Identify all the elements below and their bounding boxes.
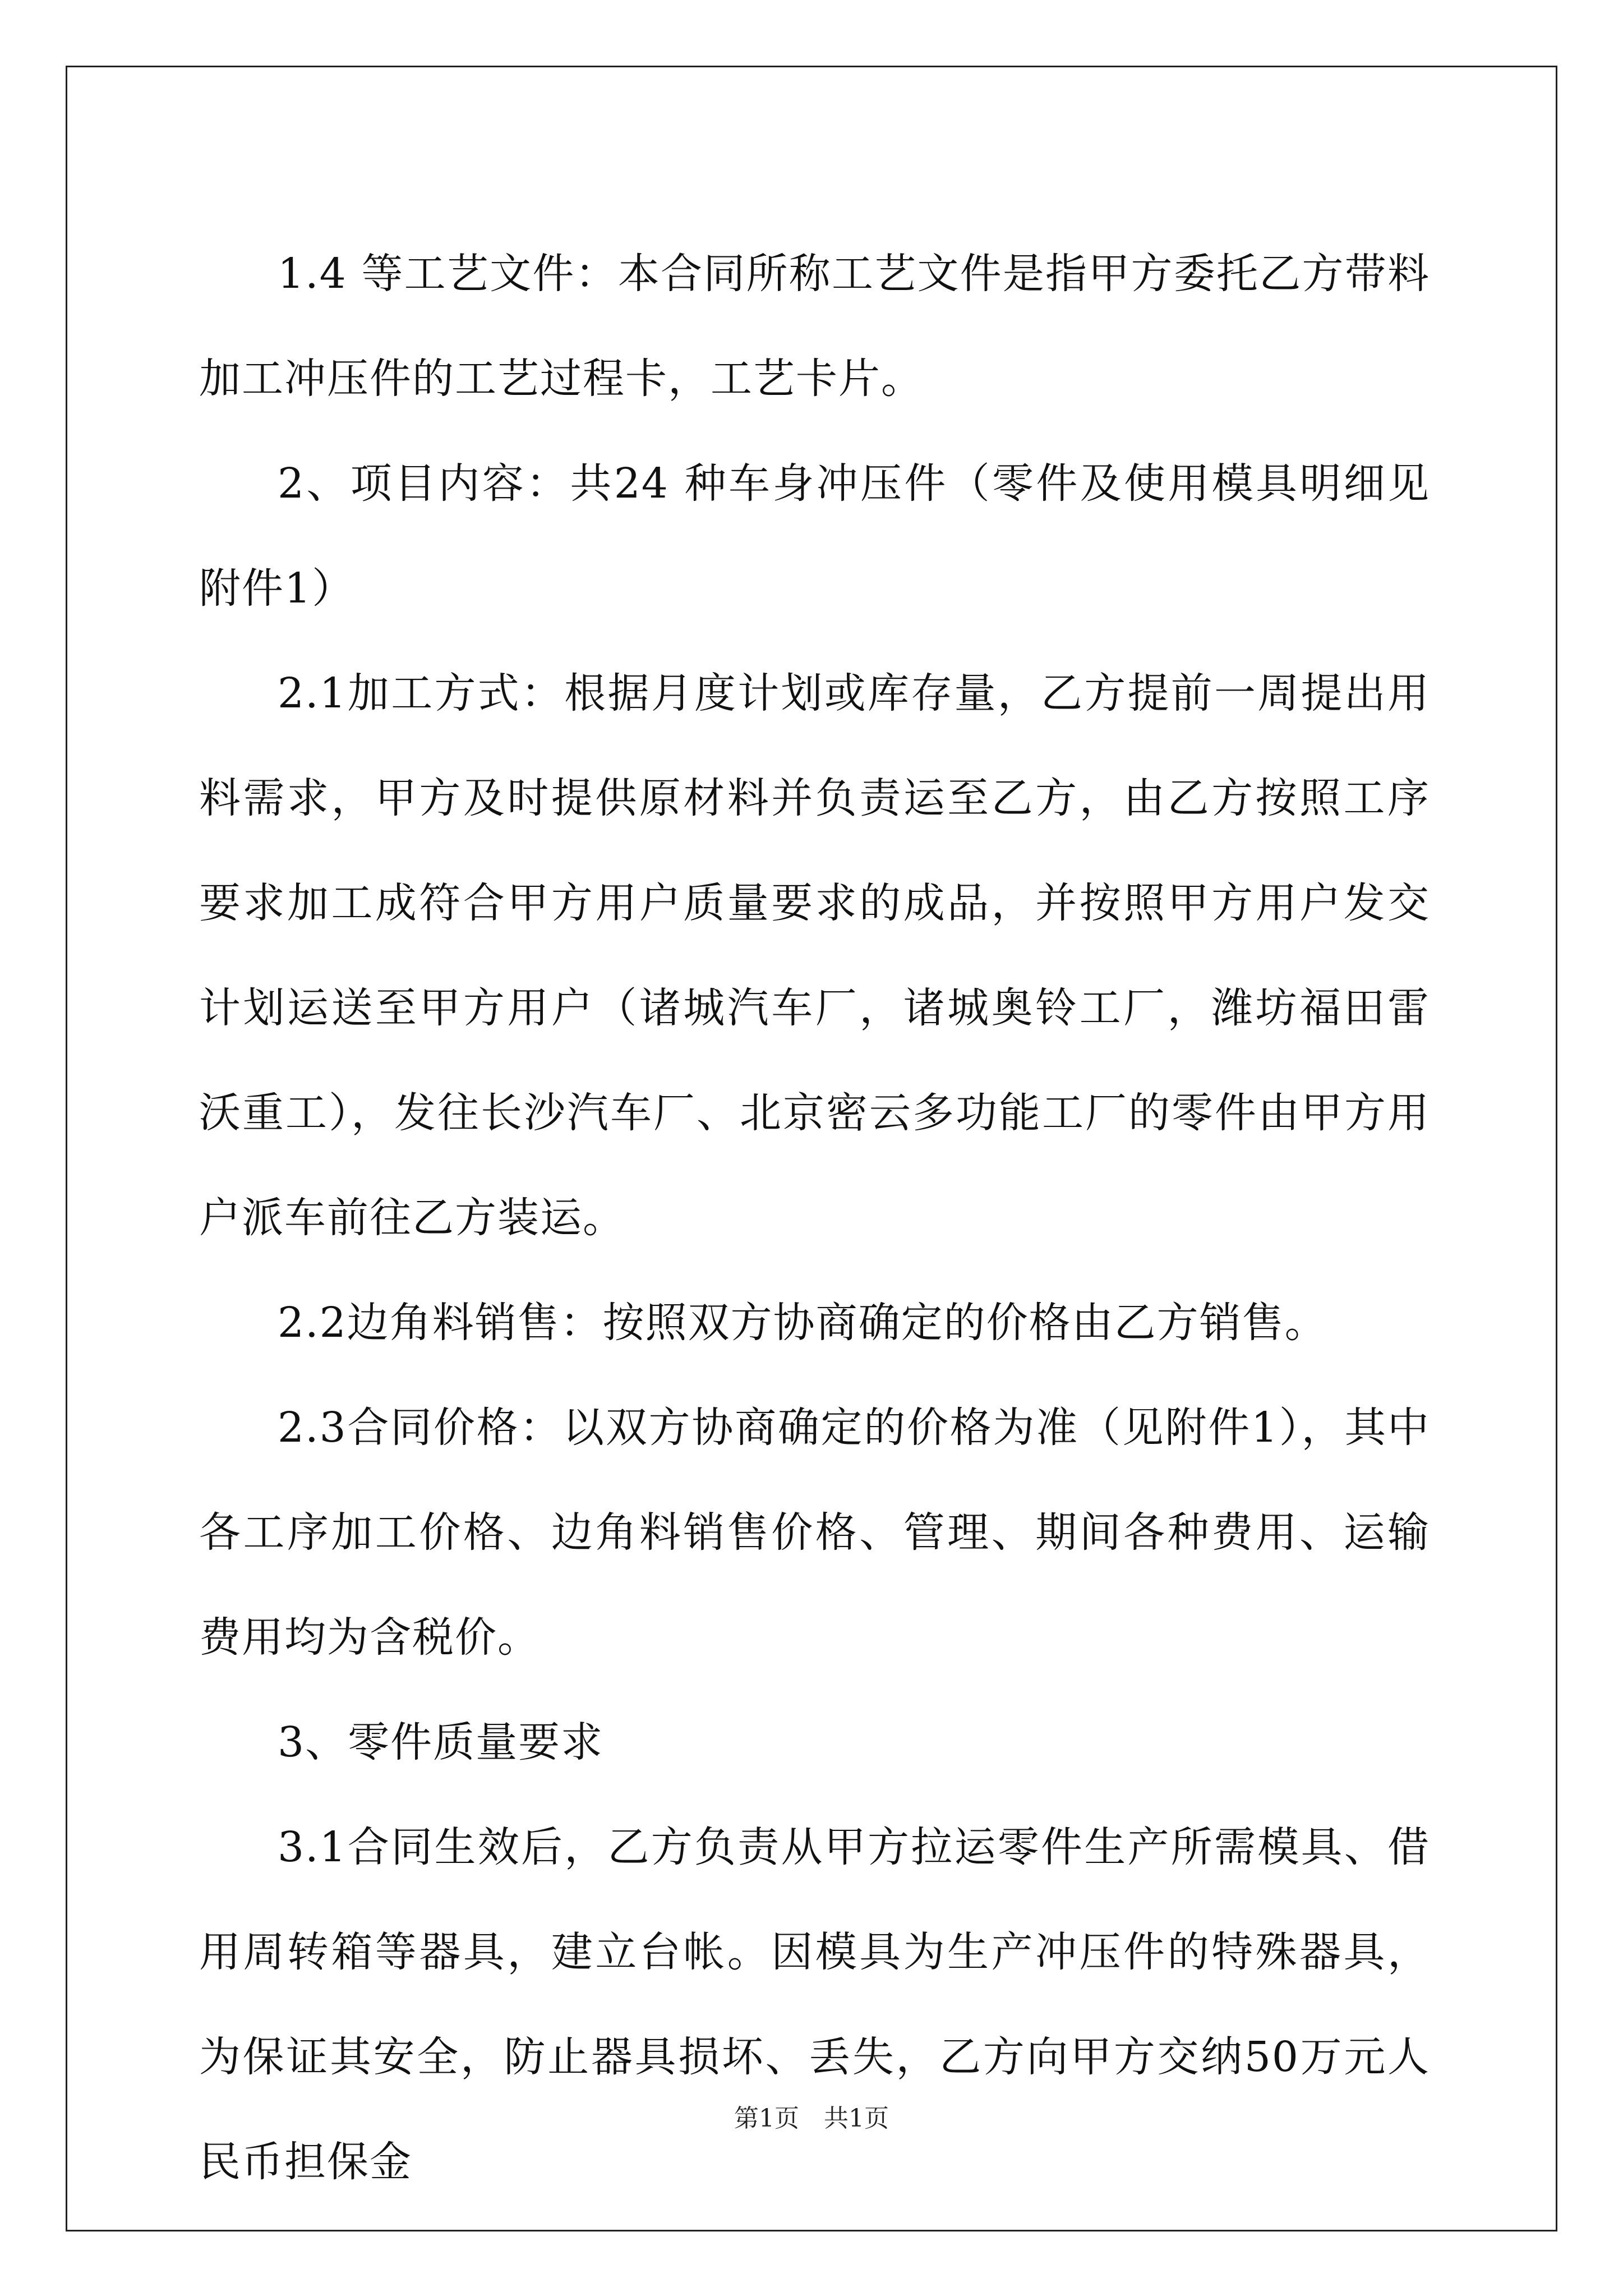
paragraph-3-quality-requirements: 3、零件质量要求 bbox=[278, 1718, 604, 1766]
paragraph-2-2-scrap-sales: 2.2边角料销售：按照双方协商确定的价格由乙方销售。 bbox=[278, 1299, 1327, 1347]
paragraph-1-4-process-documents: 1.4 等工艺文件：本合同所称工艺文件是指甲方委托乙方带料加工冲压件的工艺过程卡，工艺卡片。 bbox=[199, 250, 1430, 403]
paragraph-2-3-contract-price: 2.3合同价格：以双方协商确定的价格为准（见附件1），其中各工序加工价格、边角料销售价格、管理、期间各种费用、运输费用均为含税价。 bbox=[199, 1404, 1430, 1662]
paragraph-3-1-mold-custody: 3.1合同生效后，乙方负责从甲方拉运零件生产所需模具、借用周转箱等器具，建立台帐。因模具为生产冲压件的特殊器具，为保证其安全，防止器具损坏、丢失，乙方向甲方交纳50万元人民币担保金 bbox=[199, 1823, 1430, 2186]
paragraph-2-1-processing-method: 2.1加工方式：根据月度计划或库存量，乙方提前一周提出用料需求，甲方及时提供原材料并负责运至乙方，由乙方按照工序要求加工成符合甲方用户质量要求的成品，并按照甲方用户发交计划运送至甲方用户（诸城汽车厂，诸城奥铃工厂，潍坊福田雷沃重工），发往长沙汽车厂、北京密云多功能工厂的零件由甲方用户派车前往乙方装运。 bbox=[199, 669, 1430, 1242]
paragraph-2-project-content: 2、项目内容：共24 种车身冲压件（零件及使用模具明细见附件1） bbox=[199, 459, 1430, 613]
document-body bbox=[199, 222, 1430, 2215]
page-footer: 第1页 共1页 bbox=[734, 2104, 889, 2133]
